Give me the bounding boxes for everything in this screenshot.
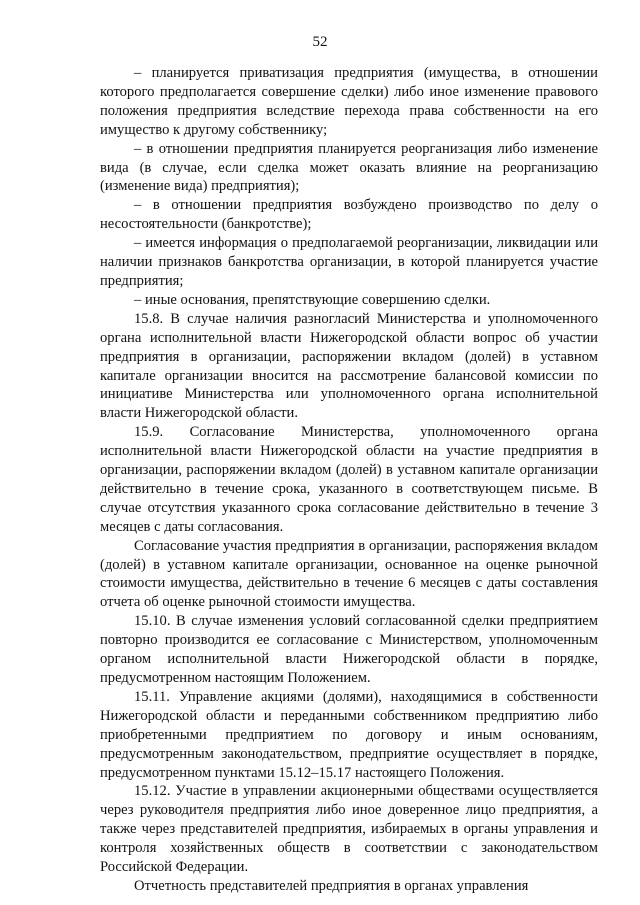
list-item-privatization: – планируется приватизация предприятия (имущества, в отношении которого предполагается совершение сделки) либо иное изменение правового положения предприятия вследствие перехода права собственности на его имущество к другому собственнику;: [100, 65, 598, 138]
list-item-reorganization: – в отношении предприятия планируется реорганизация либо изменение вида (в случае, если сделка может оказать влияние на реорганизацию (изменение вида) предприятия);: [100, 140, 598, 195]
page-number: 52: [312, 34, 328, 50]
list-item-liquidation-info: – имеется информация о предполагаемой реорганизации, ликвидации или наличии признаков банкротства организации, в которой планируется участие предприятия;: [100, 235, 598, 289]
clause-15-11: 15.11. Управление акциями (долями), находящимися в собственности Нижегородской области и переданными собственником предприятию либо приобретенными предприятием по договору и иным основаниям, предусмотренным законодательством, предприятие осуществляет в порядке, предусмотренном пунктами 15.12–15.17 настоящего Положения.: [100, 688, 598, 781]
clause-15-12: 15.12. Участие в управлении акционерными обществами осуществляется через руководителя предприятия либо иное доверенное лицо предприятия, а также через представителей предприятия, избираемых в органы управления и контроля хозяйственных обществ в соответствии с законодательством Российской Федерации.: [100, 783, 598, 876]
clause-15-9: 15.9. Согласование Министерства, уполномоченного органа исполнительной власти Нижегородской области на участие предприятия в организации, распоряжении вкладом (долей) в уставном капитале организации действительно в течение срока, указанного в соответствующем письме. В случае отсутствия указанного срока согласование действительно в течение 3 месяцев с даты согласования.: [100, 424, 598, 535]
clause-15-8: 15.8. В случае наличия разногласий Министерства и уполномоченного органа исполнительной власти Нижегородской области вопрос об участии предприятия в организации, распоряжении вкладом (долей) в уставном капитале организации вносится на рассмотрение балансовой комиссии по инициативе Министерства или уполномоченного органа исполнительной власти Нижегородской области.: [100, 310, 598, 422]
clause-15-12-continuation: Отчетность представителей предприятия в органах управления: [134, 877, 529, 894]
list-item-insolvency: – в отношении предприятия возбуждено производство по делу о несостоятельности (банкротстве);: [100, 197, 598, 233]
clause-15-9-continuation: Согласование участия предприятия в организации, распоряжения вкладом (долей) в уставном капитале организации, основанное на оценке рыночной стоимости имущества, действительно в течение 6 месяцев с даты составления отчета об оценке рыночной стоимости имущества.: [100, 537, 598, 611]
list-item-other-grounds: – иные основания, препятствующие совершению сделки.: [134, 291, 491, 308]
clause-15-10: 15.10. В случае изменения условий согласованной сделки предприятием повторно производится ее согласование с Министерством, уполномоченным органом исполнительной власти Нижегородской области в порядке, предусмотренном настоящим Положением.: [100, 613, 598, 686]
document-body: [100, 64, 598, 896]
